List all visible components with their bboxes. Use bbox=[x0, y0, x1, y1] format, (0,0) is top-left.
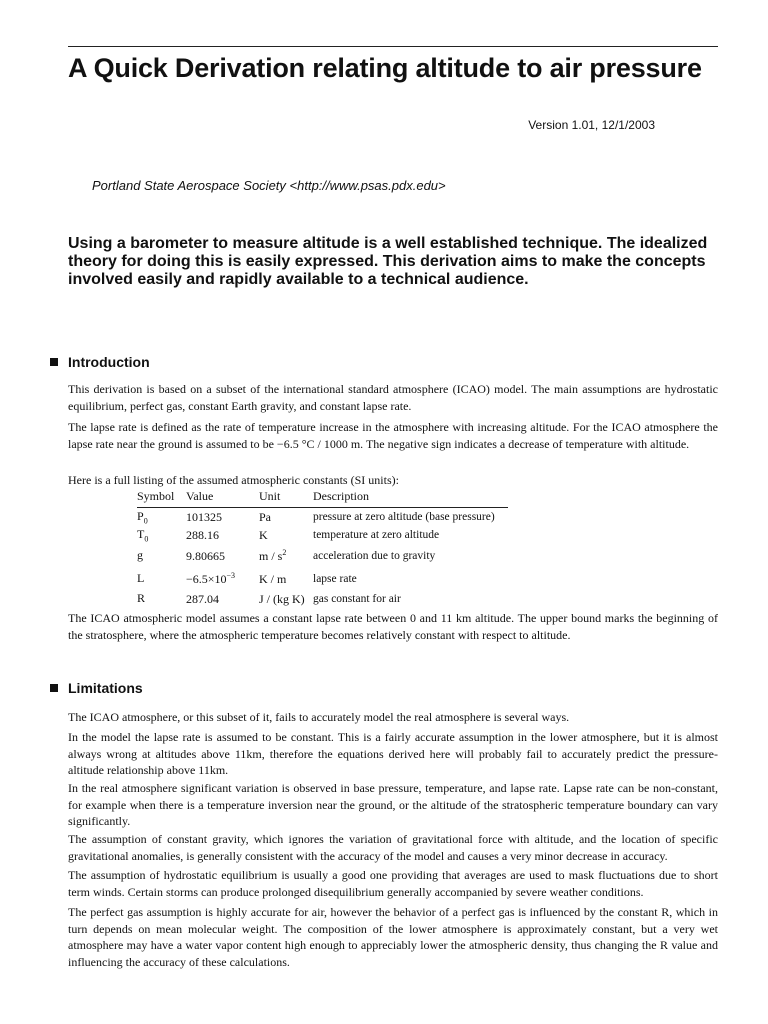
intro-paragraph-4: The ICAO atmospheric model assumes a constant lapse rate between 0 and 11 km altitude. The upper bound marks the beginning of the stratosphere, where the atmospheric temperature becomes relatively constant with respect to altitude. bbox=[68, 611, 718, 642]
value-cell: 288.16 bbox=[186, 528, 219, 542]
value-cell: 101325 bbox=[186, 510, 222, 524]
section-heading-limitations bbox=[50, 680, 143, 696]
unit-cell: K bbox=[259, 528, 268, 542]
table-header-cell: Value bbox=[186, 489, 259, 508]
limitations-paragraph-4: The assumption of constant gravity, which ignores the variation of gravitational force with altitude, and the location of specific gravitational anomalies, is generally consistent with the accuracy of the model and causes a very minor decrease in accuracy. bbox=[68, 832, 718, 863]
limitations-paragraph-6: The perfect gas assumption is highly accurate for air, however the behavior of a perfect gas is influenced by the constant R, which in turn depends on mean molecular weight. The composition of the lower atmosphere is approximately constant, but a very wet atmosphere may have a water vapor content high enough to appreciably lower the atmospheric density, thus changing the R value and influencing the accuracy of these calculations. bbox=[68, 905, 718, 969]
section-heading-introduction bbox=[50, 354, 150, 370]
description-cell: gas constant for air bbox=[313, 593, 401, 605]
table-header-cell: Symbol bbox=[137, 489, 186, 508]
square-bullet-icon bbox=[50, 358, 58, 366]
section-title: Introduction bbox=[68, 354, 150, 370]
table-header-cell: Description bbox=[313, 489, 508, 508]
unit-cell: J / (kg K) bbox=[259, 592, 305, 606]
top-rule bbox=[68, 46, 718, 47]
symbol-cell: $T_0$ bbox=[137, 526, 149, 544]
value-cell: 9.80665 bbox=[186, 549, 225, 563]
table-header-cell: Unit bbox=[259, 489, 313, 508]
limitations-paragraph-5: The assumption of hydrostatic equilibrium is usually a good one providing that averages are used to mask fluctuations due to short term winds. Certain storms can produce prolonged disequilibrium generally accompanied by severe weather conditions. bbox=[68, 868, 718, 899]
symbol-cell: $P_0$ bbox=[137, 508, 148, 526]
symbol-cell: g bbox=[137, 547, 143, 562]
description-cell: temperature at zero altitude bbox=[313, 529, 440, 541]
section-title: Limitations bbox=[68, 680, 143, 696]
symbol-cell: R bbox=[137, 590, 146, 605]
table-row bbox=[137, 590, 508, 608]
unit-cell: m / $s^2$ bbox=[259, 548, 287, 563]
intro-paragraph-1: This derivation is based on a subset of the international standard atmosphere (ICAO) model. The main assumptions are hydrostatic equilibrium, perfect gas, constant Earth gravity, and constant lapse rate. bbox=[68, 382, 718, 413]
intro-paragraph-3: Here is a full listing of the assumed atmospheric constants (SI units): bbox=[68, 473, 399, 487]
value-cell: 287.04 bbox=[186, 592, 219, 606]
table-row bbox=[137, 508, 508, 527]
description-cell: pressure at zero altitude (base pressure) bbox=[313, 511, 495, 523]
table-row bbox=[137, 526, 508, 544]
intro-paragraph-2: The lapse rate is defined as the rate of temperature increase in the atmosphere with increasing altitude. For the ICAO atmosphere the lapse rate near the ground is assumed to be −6.5 °C / 1000 m. The negative sign indicates a decrease of temperature with altitude. bbox=[68, 420, 718, 451]
description-cell: lapse rate bbox=[313, 573, 357, 585]
document-title: A Quick Derivation relating altitude to air pressure bbox=[68, 53, 702, 83]
table-row bbox=[137, 544, 508, 568]
version-label: Version 1.01, 12/1/2003 bbox=[528, 118, 655, 132]
constants-table bbox=[137, 489, 508, 608]
square-bullet-icon bbox=[50, 684, 58, 692]
table-row bbox=[137, 568, 508, 590]
limitations-paragraph-1: The ICAO atmosphere, or this subset of it, fails to accurately model the real atmosphere is several ways. bbox=[68, 710, 570, 724]
table-header-row bbox=[137, 489, 508, 508]
abstract: Using a barometer to measure altitude is a well established technique. The idealized theory for doing this is easily expressed. This derivation aims to make the concepts involved easily and rapidly available to a technical audience. bbox=[68, 235, 708, 288]
unit-cell: K / m bbox=[259, 572, 287, 586]
description-cell: acceleration due to gravity bbox=[313, 550, 436, 562]
value-cell: $-6.5\times 10^{-3}$ bbox=[186, 571, 236, 586]
unit-cell: Pa bbox=[259, 510, 271, 524]
limitations-paragraph-2: In the model the lapse rate is assumed to be constant. This is a fairly accurate assumption in the lower atmosphere, but it is almost always wrong at altitudes above 11km, therefore the equations derived here will probably fail to accurately predict the pressure-altitude relationship above 11km. bbox=[68, 730, 718, 777]
limitations-paragraph-3: In the real atmosphere significant variation is observed in base pressure, temperature, and lapse rate. Lapse rate can be non-constant, for example when there is a temperature inversion near the ground, or the altitude of the stratospheric temperature boundary can vary significantly. bbox=[68, 781, 718, 828]
symbol-cell: L bbox=[137, 570, 145, 585]
organization-line: Portland State Aerospace Society <http://www.psas.pdx.edu> bbox=[92, 178, 446, 193]
